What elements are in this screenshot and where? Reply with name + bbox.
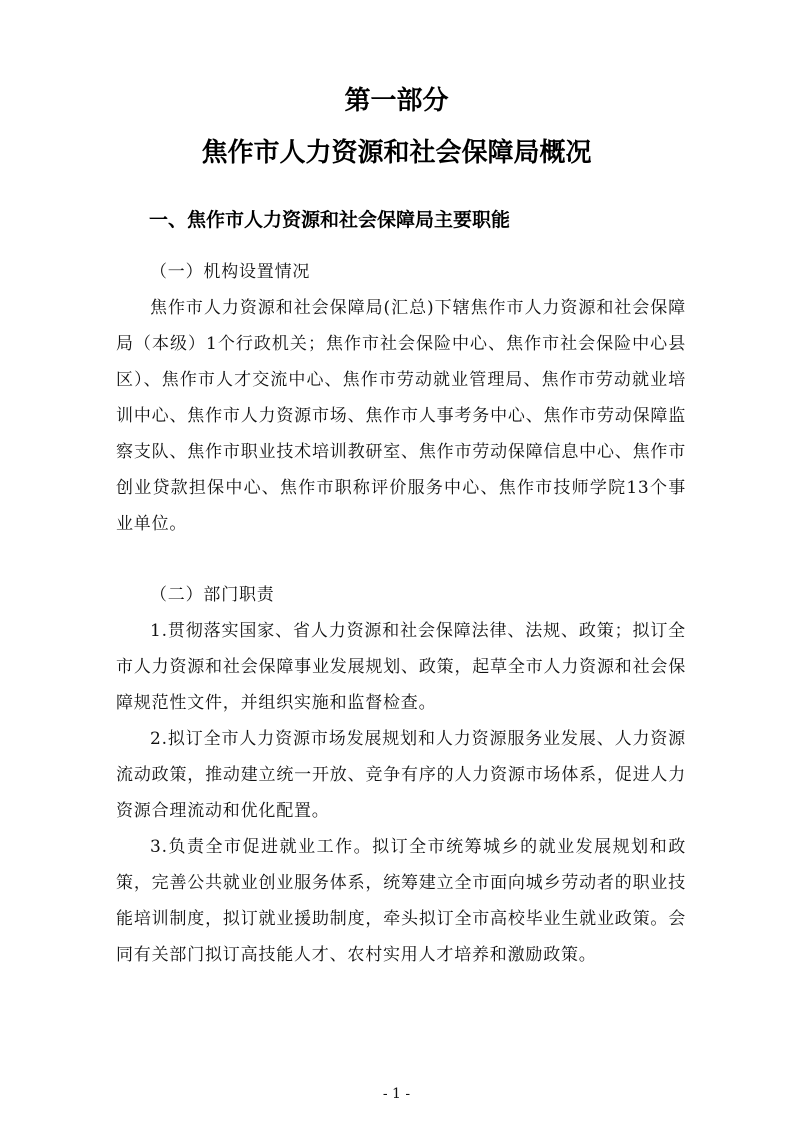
organization-paragraph: 焦作市人力资源和社会保障局(汇总)下辖焦作市人力资源和社会保障局（本级）1个行政机关；焦作市社会保险中心、焦作市社会保险中心县区）、焦作市人才交流中心、焦作市劳动就业管理局、焦作市劳动就业培训中心、焦作市人力资源市场、焦作市人事考务中心、焦作市劳动保障监察支队、焦作市职业技术培训教研室、焦作市劳动保障信息中心、焦作市创业贷款担保中心、焦作市职称评价服务中心、焦作市技师学院13个事业单位。 <box>116 298 686 534</box>
section-heading: 一、焦作市人力资源和社会保障局主要职能 <box>149 209 511 231</box>
subheading-duties: （二）部门职责 <box>150 585 275 605</box>
duty-paragraph-3: 3.负责全市促进就业工作。拟订全市统筹城乡的就业发展规划和政策，完善公共就业创业服务体系，统筹建立全市面向城乡劳动者的职业技能培训制度，拟订就业援助制度，牵头拟订全市高校毕业生就业政策。会同有关部门拟订高技能人才、农村实用人才培养和激励政策。 <box>116 837 686 965</box>
duty-paragraph-2: 2.拟订全市人力资源市场发展规划和人力资源服务业发展、人力资源流动政策，推动建立统一开放、竞争有序的人力资源市场体系，促进人力资源合理流动和优化配置。 <box>116 729 686 821</box>
duties-block <box>116 577 686 973</box>
organization-block <box>116 254 686 542</box>
page-number: - 1 - <box>382 1086 411 1102</box>
subheading-organization: （一）机构设置情况 <box>150 262 311 282</box>
part-title: 第一部分 <box>344 86 449 116</box>
bureau-title: 焦作市人力资源和社会保障局概况 <box>201 138 592 168</box>
duty-paragraph-1: 1.贯彻落实国家、省人力资源和社会保障法律、法规、政策；拟订全市人力资源和社会保障事业发展规划、政策，起草全市人力资源和社会保障规范性文件，并组织实施和监督检查。 <box>116 621 686 713</box>
